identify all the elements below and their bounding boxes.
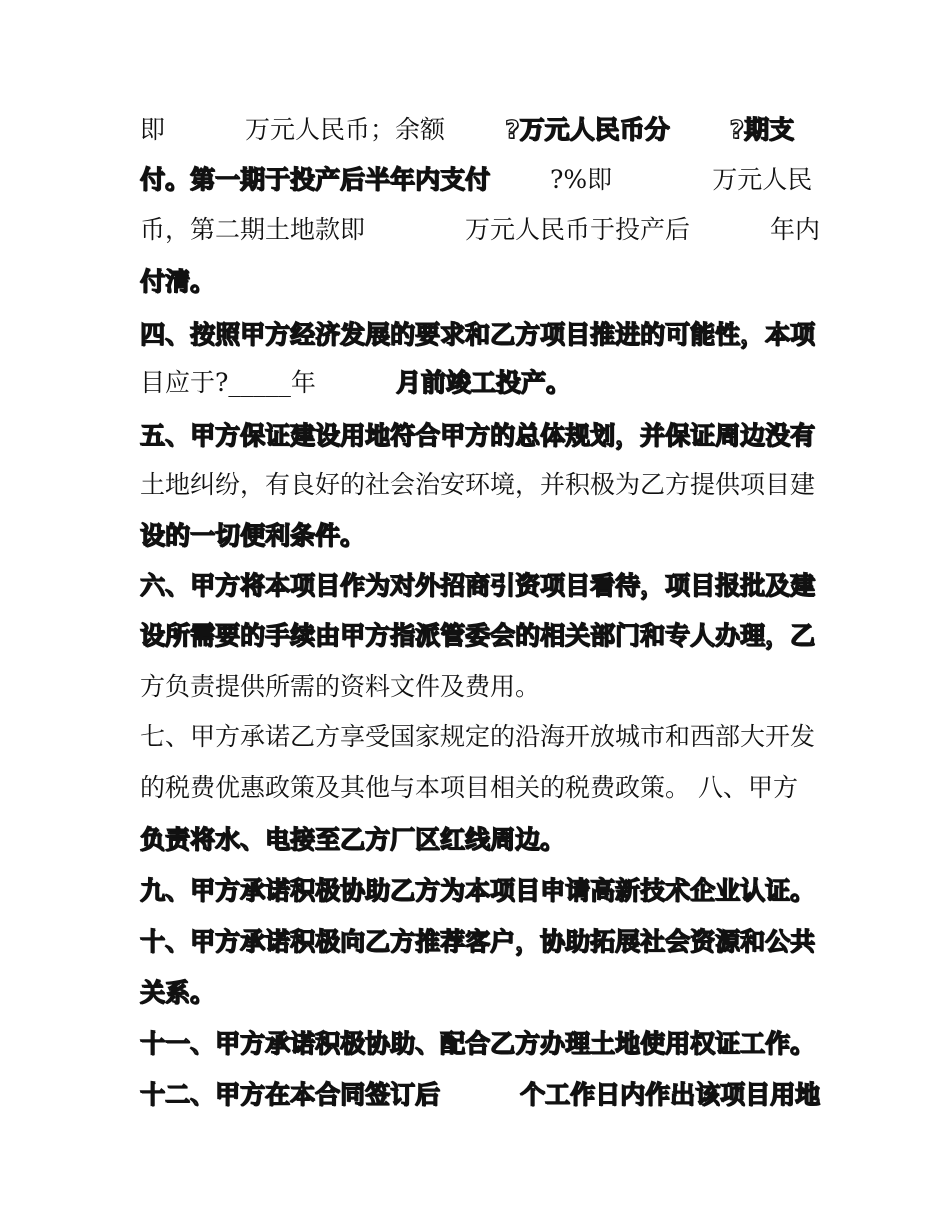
text-line-7 — [140, 419, 820, 453]
text-segment: 土地纠纷，有良好的社会治安环境，并积极为乙方提供项目建 — [140, 470, 816, 499]
text-segment: 负责将水、电接至乙方厂区红线周边。 — [140, 825, 566, 854]
text-segment: 万元人民币；余额 — [245, 115, 446, 144]
text-segment: 年内 — [770, 215, 821, 244]
text-segment: 月前竣工投产。 — [395, 368, 571, 397]
text-segment: 方负责提供所需的资料文件及费用。 — [140, 672, 541, 701]
text-segment: 的税费优惠政策及其他与本项目相关的税费政策。 八、甲方 — [140, 773, 798, 802]
text-line-1 — [140, 113, 820, 147]
text-segment: 十一、甲方承诺积极协助、配合乙方办理土地使用权证工作。 — [140, 1029, 816, 1058]
text-segment: 目应于?_____年 — [140, 368, 316, 397]
text-segment: ?%即 — [550, 165, 613, 194]
text-line-2 — [140, 163, 820, 197]
text-segment: 九、甲方承诺积极协助乙方为本项目申请高新技术企业认证。 — [140, 876, 816, 905]
text-segment: 关系。 — [140, 978, 216, 1007]
text-line-19 — [140, 1027, 820, 1061]
text-segment: ?万元人民币分 — [505, 115, 670, 144]
text-line-20 — [140, 1078, 820, 1112]
text-segment: 万元人民币于投产后 — [465, 215, 691, 244]
text-segment: 万元人民 — [712, 165, 813, 194]
text-line-6 — [140, 366, 820, 400]
text-line-18 — [140, 976, 820, 1010]
text-segment: 六、甲方将本项目作为对外招商引资项目看待，项目报批及建 — [140, 571, 816, 600]
text-segment: 币，第二期土地款即 — [140, 215, 366, 244]
text-segment: 付。第一期于投产后半年内支付 — [140, 165, 491, 194]
text-line-9 — [140, 519, 820, 553]
text-line-12 — [140, 670, 820, 704]
text-line-8 — [140, 468, 820, 502]
text-segment: 设所需要的手续由甲方指派管委会的相关部门和专人办理，乙 — [140, 621, 816, 650]
text-line-13 — [140, 720, 820, 754]
text-segment: 个工作日内作出该项目用地 — [520, 1080, 821, 1109]
text-line-4 — [140, 265, 820, 299]
text-line-17 — [140, 925, 820, 959]
text-segment: ?期支 — [729, 115, 795, 144]
text-segment: 十、甲方承诺积极向乙方推荐客户，协助拓展社会资源和公共 — [140, 927, 816, 956]
text-segment: 五、甲方保证建设用地符合甲方的总体规划，并保证周边没有 — [140, 421, 816, 450]
text-segment: 即 — [140, 115, 166, 144]
text-line-5 — [140, 318, 820, 352]
text-segment: 十二、甲方在本合同签订后 — [140, 1080, 441, 1109]
text-line-11 — [140, 619, 820, 653]
text-segment: 七、甲方承诺乙方享受国家规定的沿海开放城市和西部大开发 — [140, 722, 816, 751]
text-line-15 — [140, 823, 820, 857]
text-line-10 — [140, 569, 820, 603]
text-segment: 四、按照甲方经济发展的要求和乙方项目推进的可能性，本项 — [140, 320, 816, 349]
text-line-3 — [140, 213, 820, 247]
text-line-16 — [140, 874, 820, 908]
text-line-14 — [140, 771, 820, 805]
text-segment: 付清。 — [140, 267, 216, 296]
text-segment: 设的一切便利条件。 — [140, 521, 366, 550]
